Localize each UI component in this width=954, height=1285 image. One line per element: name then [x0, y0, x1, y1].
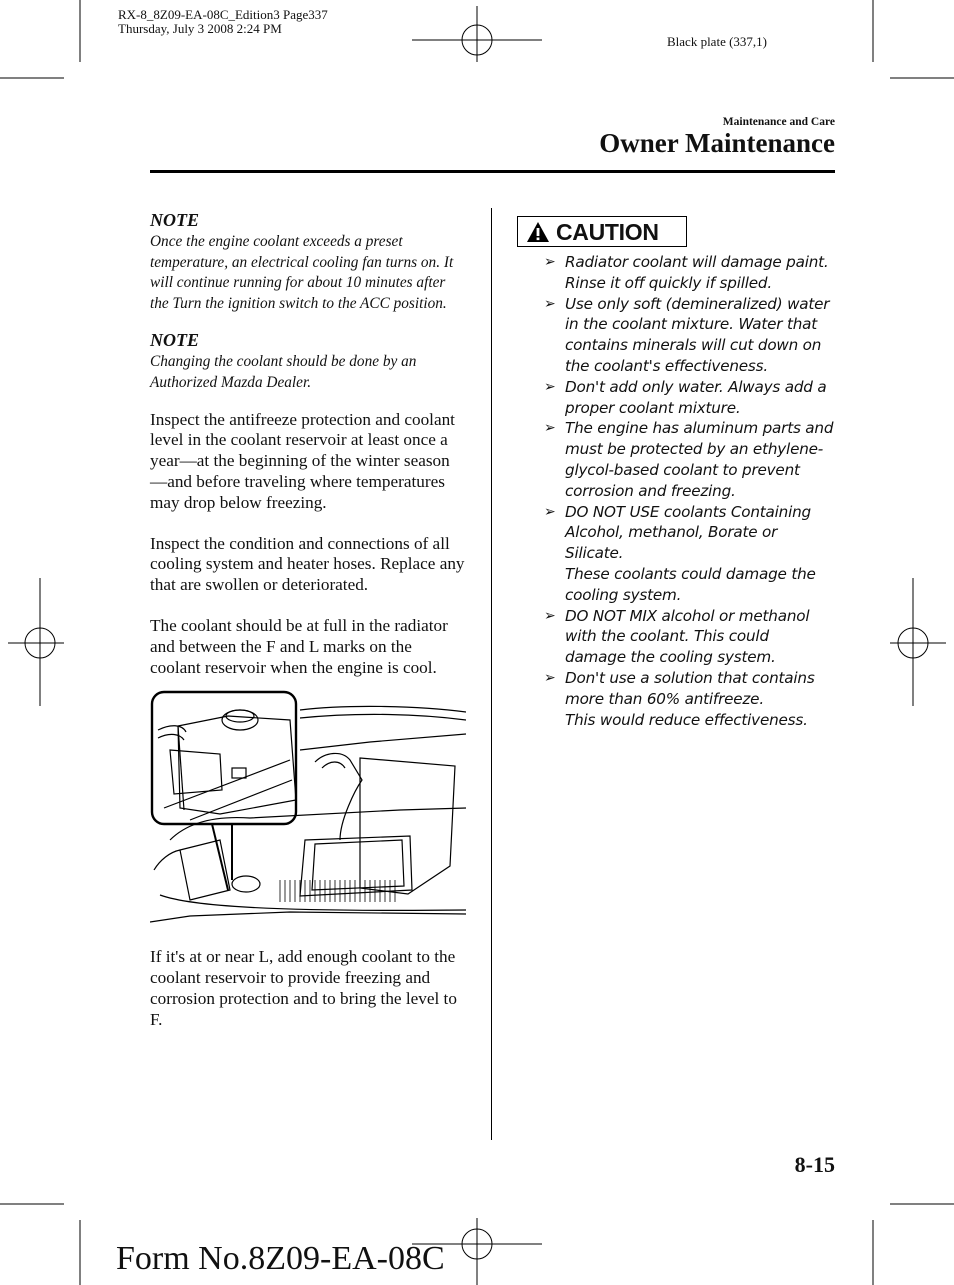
caution-list [544, 252, 834, 730]
page-title: Owner Maintenance [599, 128, 835, 158]
note-title: NOTE [150, 330, 199, 351]
caution-item [544, 294, 834, 377]
caution-item-text: Don't add only water. Always add a proper coolant mixture. [565, 377, 827, 417]
arrow-bullet-icon: ➢ [544, 503, 556, 520]
caution-item [544, 606, 834, 668]
caution-item-text: DO NOT MIX alcohol or methanol with the coolant. This could damage the cooling system. [565, 606, 810, 667]
caution-item-text: Radiator coolant will damage paint. Rinse it off quickly if spilled. [565, 253, 829, 292]
left-column [150, 210, 466, 1051]
paragraph: Inspect the antifreeze protection and coolant level in the coolant reservoir at least once a year—at the beginning of the winter season—and before traveling where temperatures may drop below freezing. [150, 409, 455, 512]
plate-file-line: RX-8_8Z09-EA-08C_Edition3 Page337 [118, 7, 328, 22]
caution-item-text: Don't use a solution that contains more than 60% antifreeze. This would reduce effectiveness. [565, 668, 815, 729]
section-label: Maintenance and Care [722, 116, 835, 128]
paragraph: The coolant should be at full in the radiator and between the F and L marks on the coolant reservoir when the engine is cool. [150, 615, 448, 677]
paragraph: Inspect the condition and connections of all cooling system and heater hoses. Replace any that are swollen or deteriorated. [150, 533, 465, 595]
form-number: Form No.8Z09-EA-08C [116, 1240, 445, 1277]
coolant-reservoir-illustration [150, 690, 466, 926]
header-rule [150, 170, 835, 173]
arrow-bullet-icon: ➢ [544, 254, 556, 270]
column-divider [491, 208, 492, 1140]
caution-item-text: The engine has aluminum parts and must be protected by an ethylene-glycol-based coolant to prevent corrosion and freezing. [565, 419, 834, 500]
arrow-bullet-icon: ➢ [544, 669, 556, 686]
note-block [150, 330, 466, 393]
caution-item [544, 502, 834, 606]
caution-item-text: DO NOT USE coolants Containing Alcohol, methanol, Borate or Silicate. These coolants could damage the cooling system. [565, 502, 816, 604]
plate-info [118, 8, 328, 36]
caution-item [544, 377, 834, 419]
caution-label: CAUTION [556, 219, 659, 245]
arrow-bullet-icon: ➢ [544, 295, 556, 312]
black-plate-label: Black plate (337,1) [667, 34, 767, 49]
caution-item-text: Use only soft (demineralized) water in the coolant mixture. Water that contains minerals will cut down on the coolant's effectiveness. [565, 294, 830, 375]
note-title: NOTE [150, 210, 199, 230]
caution-item [544, 418, 834, 501]
arrow-bullet-icon: ➢ [544, 378, 556, 395]
warning-triangle-icon [526, 221, 550, 243]
arrow-bullet-icon: ➢ [544, 607, 556, 624]
caution-item [544, 668, 834, 730]
plate-date-line: Thursday, July 3 2008 2:24 PM [118, 21, 282, 36]
note-text: Once the engine coolant exceeds a preset temperature, an electrical cooling fan turns on. It will continue running for about 10 minutes after the Turn the ignition switch to the ACC position. [150, 233, 454, 312]
note-text: Changing the coolant should be done by an Authorized Mazda Dealer. [150, 353, 417, 391]
note-block [150, 210, 466, 314]
arrow-bullet-icon: ➢ [544, 420, 556, 437]
caution-item [544, 252, 834, 294]
page-number: 8-15 [794, 1152, 835, 1177]
paragraph: If it's at or near L, add enough coolant to the coolant reservoir to provide freezing and corrosion protection and to bring the level to F. [150, 947, 457, 1029]
caution-header [517, 216, 687, 247]
